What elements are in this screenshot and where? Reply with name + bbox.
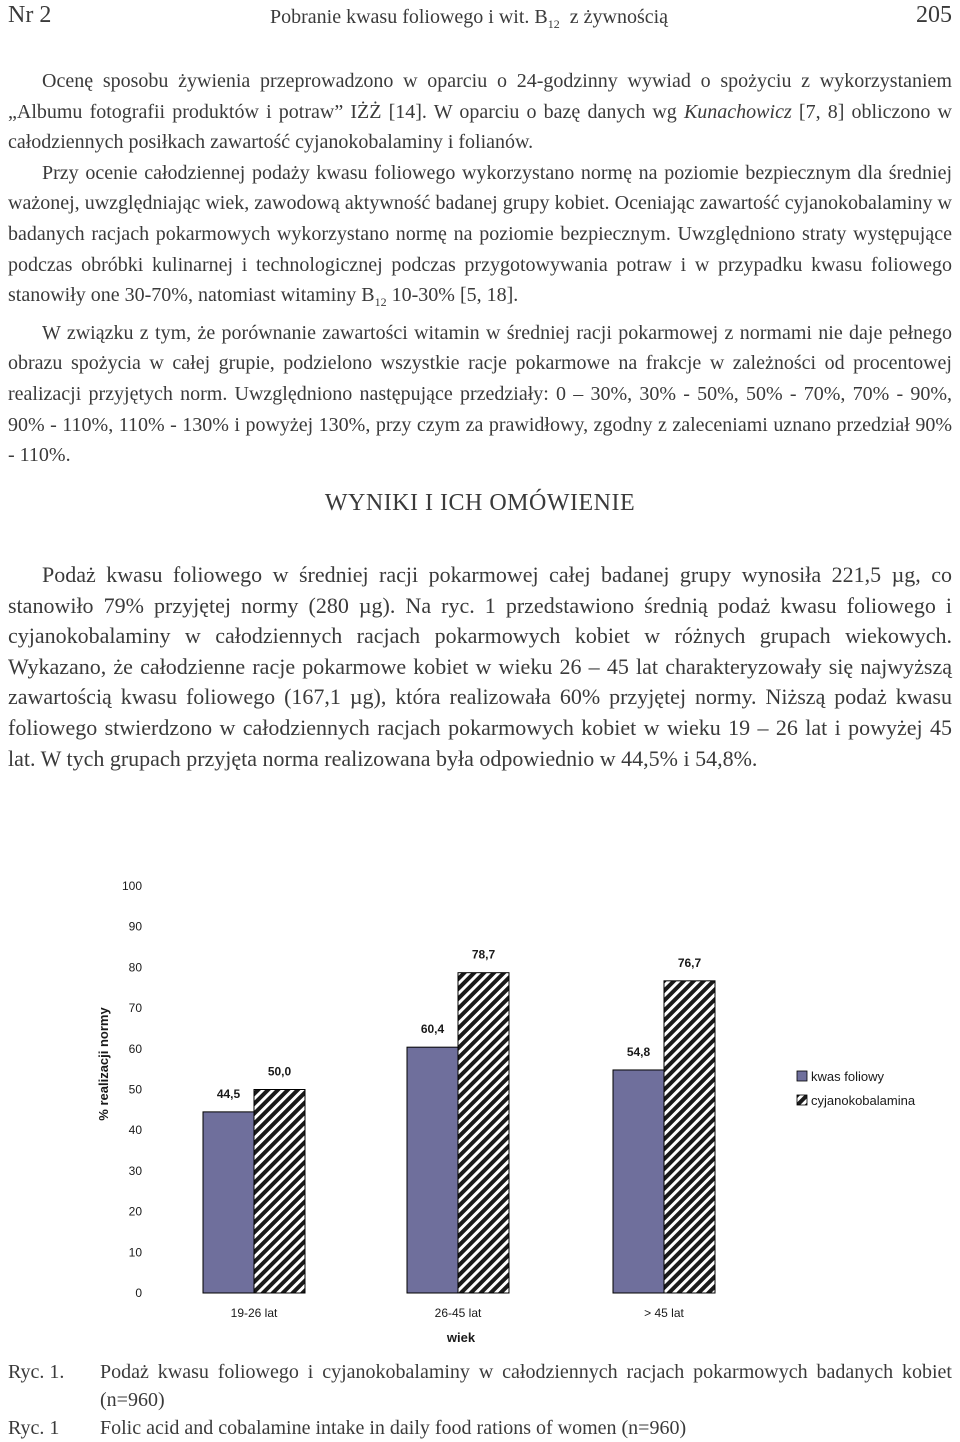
caption-text: Podaż kwasu foliowego i cyjanokobalaminy w całodziennych racjach pokarmowych badanych kobiet (n=960) xyxy=(100,1361,952,1411)
b12-subscript: 12 xyxy=(374,295,387,310)
x-axis-ticks xyxy=(231,1306,685,1320)
section-heading: WYNIKI I ICH OMÓWIENIE xyxy=(324,490,636,516)
bar-folic-1 xyxy=(407,1047,458,1293)
running-title xyxy=(270,6,668,32)
y-tick-label: 40 xyxy=(128,1123,142,1138)
author-name: Kunachowicz xyxy=(683,100,792,123)
y-tick-label: 20 xyxy=(128,1204,142,1219)
legend xyxy=(797,1069,916,1108)
running-title-subscript: 12 xyxy=(547,17,560,31)
bar-cobalamin-2 xyxy=(664,981,715,1293)
y-tick-label: 60 xyxy=(128,1041,142,1056)
results-paragraph: Podaż kwasu foliowego w średniej racji pokarmowej całej badanej grupy wynosiła 221,5 µg, co stanowiło 79% przyjętej normy (280 µg). Na ryc. 1 przedstawiono średnią podaż kwasu foliowego i cyjanokobalaminy w całodziennych racjach pokarmowych kobiet w różnych grupach wiekowych. Wykazano, że całodzienne racje pokarmowe kobiet w wieku 26 – 45 lat charakteryzowały się najwyższą zawartością kwasu foliowego (167,1 µg), która realizowała 60% przyjętej normy. Niższą podaż kwasu foliowego stwierdzono w całodziennych racjach pokarmowych kobiet w wieku 19 – 26 lat i powyżej 45 lat. W tych grupach przyjęta norma realizowana była odpowiednio w 44,5% i 54,8%. xyxy=(8,562,952,771)
bar-cobalamin-1 xyxy=(458,973,509,1293)
bar-cobalamin-0 xyxy=(254,1090,305,1294)
data-label: 50,0 xyxy=(267,1064,292,1079)
page-header xyxy=(8,0,952,40)
page-number: 205 xyxy=(916,2,952,28)
y-tick-label: 0 xyxy=(135,1286,142,1300)
data-label: 60,4 xyxy=(420,1022,445,1037)
issue-number: Nr 2 xyxy=(8,2,52,28)
methods-text xyxy=(8,66,952,471)
y-tick-label: 100 xyxy=(121,879,142,893)
bars xyxy=(203,973,715,1293)
data-label: 54,8 xyxy=(626,1044,651,1059)
legend-label-folic: kwas foliowy xyxy=(811,1069,884,1084)
data-label: 78,7 xyxy=(471,947,496,962)
data-label: 44,5 xyxy=(216,1086,241,1101)
legend-swatch-folic xyxy=(797,1071,807,1081)
y-axis-label: % realizacji normy xyxy=(96,1007,111,1121)
bar-folic-2 xyxy=(613,1070,664,1293)
x-tick-label: > 45 lat xyxy=(644,1306,684,1320)
data-label: 76,7 xyxy=(677,955,702,970)
y-tick-label: 30 xyxy=(128,1163,142,1178)
y-tick-label: 50 xyxy=(128,1082,142,1097)
methods-paragraph-3: W związku z tym, że porównanie zawartości witamin w średniej racji pokarmowej z normami nie daje pełnego obrazu spożycia w całej grupie, podzielono wszystkie racje pokarmowe na frakcje w zależności od procentowej realizacji przyjętych norm. Uwzględniono następujące przedziały: 0 – 30%, 30% - 50%, 50% - 70%, 70% - 90%, 90% - 110%, 110% - 130% i powyżej 130%, przy czym za prawidłowy, zgodny z zaleceniami uznano przedział 90% - 110%. xyxy=(8,321,952,467)
caption-label: Ryc. 1 xyxy=(8,1417,60,1439)
bar-chart xyxy=(0,870,960,1360)
y-tick-label: 10 xyxy=(128,1245,142,1260)
y-tick-label: 90 xyxy=(128,919,142,934)
methods-paragraph-1: Ocenę sposobu żywienia przeprowadzono w oparciu o 24-godzinny wywiad o spożyciu z wykorzystaniem „Albumu fotografii produktów i potraw” IŻŻ [14]. W oparciu o bazę danych wg Kunachowicz [7, 8] obliczono w całodziennych posiłkach zawartość cyjanokobalaminy i folianów. xyxy=(8,70,952,154)
methods-paragraph-2: Przy ocenie całodziennej podaży kwasu foliowego wykorzystano normę na poziomie bezpiecznym dla średniej ważonej, uwzględniając wiek, zawodową aktywność badanej grupy kobiet. Oceniając zawartość cyjanokobalaminy w badanych racjach pokarmowych wykorzystano normę na poziomie bezpiecznym. Uwzględniono straty występujące podczas obróbki kulinarnej i technologicznej podczas przygotowywania potraw i w przypadku kwasu foliowego stanowiły one 30-70%, natomiast witaminy $B_{12}$ 10-30% [5, 18]. xyxy=(8,161,952,310)
legend-swatch-cobalamin xyxy=(797,1095,807,1105)
running-title-main: Pobranie kwasu foliowego i wit. B xyxy=(270,6,548,28)
y-axis-ticks xyxy=(122,879,142,1300)
x-tick-label: 26-45 lat xyxy=(434,1306,482,1320)
legend-label-cobalamin: cyjanokobalamina xyxy=(811,1093,916,1108)
y-tick-label: 80 xyxy=(128,960,142,975)
running-title-end: z żywnością xyxy=(569,6,669,28)
x-axis-label: wiek xyxy=(446,1330,476,1345)
y-tick-label: 70 xyxy=(128,1001,142,1016)
caption-label: Ryc. 1. xyxy=(8,1361,65,1383)
bar-folic-0 xyxy=(203,1112,254,1293)
x-tick-label: 19-26 lat xyxy=(230,1306,278,1320)
caption-text: Folic acid and cobalamine intake in daily food rations of women (n=960) xyxy=(100,1417,687,1439)
